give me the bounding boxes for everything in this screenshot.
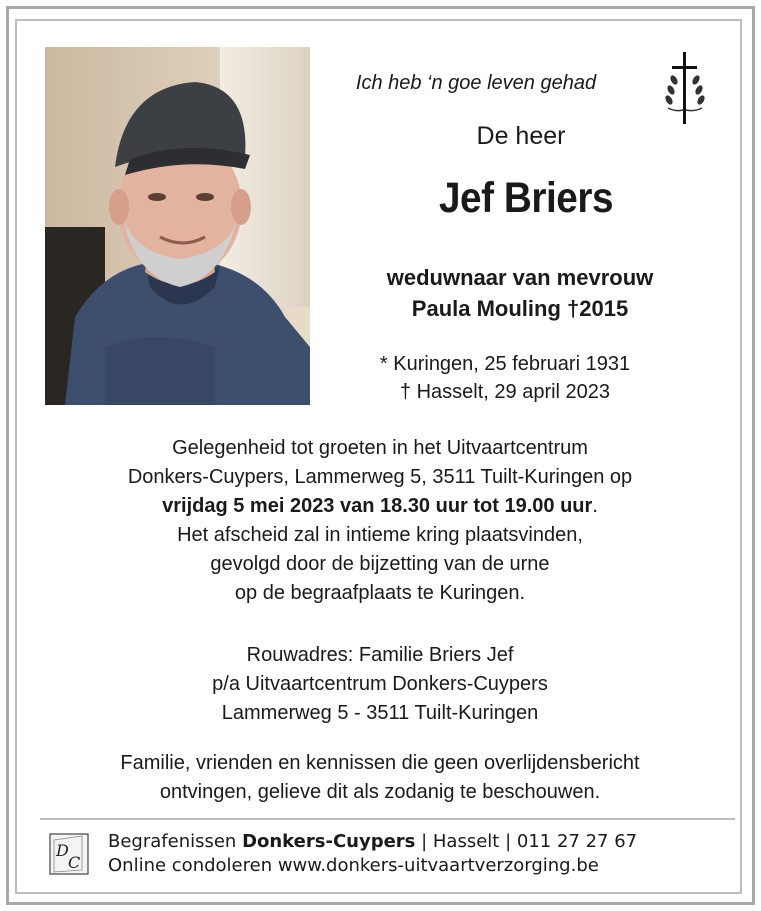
footer-company: Donkers-Cuypers (242, 831, 416, 852)
note-line-1: Familie, vrienden en kennissen die geen overlijdensbericht (120, 752, 640, 774)
visitation-line-3 (40, 492, 720, 521)
visitation-line-5: gevolgd door de bijzetting van de urne (210, 553, 550, 575)
svg-text:C: C (68, 853, 81, 872)
widow-line-2: Paula Mouling †2015 (411, 296, 629, 321)
birth-date: * Kuringen, 25 februari 1931 (379, 353, 631, 375)
life-dates (340, 350, 670, 406)
widow-line-1: weduwnaar van mevrouw (386, 265, 654, 290)
mourning-address (130, 641, 630, 728)
note-line-2: ontvingen, gelieve dit als zodanig te beschouwen. (159, 781, 601, 803)
motto: Ich heb ‘n goe leven gehad (355, 72, 597, 94)
address-line-2: p/a Uitvaartcentrum Donkers-Cuypers (212, 673, 548, 695)
funeral-home-logo (48, 830, 94, 878)
deceased-name: Jef Briers (438, 174, 614, 222)
visitation-text (40, 434, 720, 608)
cross-with-wheat-icon (660, 50, 710, 126)
visitation-line-2: Donkers-Cuypers, Lammerweg 5, 3511 Tuilt-Kuringen op (127, 466, 633, 488)
footer-line-2[interactable]: Online condoleren www.donkers-uitvaartverzorging.be (108, 855, 599, 876)
portrait-photo (45, 47, 310, 405)
widow-statement (320, 262, 720, 324)
visitation-datetime: vrijdag 5 mei 2023 van 18.30 uur tot 19.00 uur (162, 495, 593, 517)
address-line-3: Lammerweg 5 - 3511 Tuilt-Kuringen (221, 702, 539, 724)
visitation-period: . (592, 495, 598, 517)
death-date: † Hasselt, 29 april 2023 (399, 381, 611, 403)
honorific: De heer (476, 122, 566, 150)
visitation-line-6: op de begraafplaats te Kuringen. (234, 582, 526, 604)
footer-divider (40, 818, 735, 820)
footer-suffix: | Hasselt | 011 27 27 67 (415, 831, 638, 852)
footer-prefix: Begrafenissen (108, 831, 243, 852)
svg-text:D: D (56, 841, 69, 860)
visitation-line-4: Het afscheid zal in intieme kring plaatsvinden, (177, 524, 583, 546)
footer-line-1 (108, 830, 708, 854)
address-line-1: Rouwadres: Familie Briers Jef (246, 644, 514, 666)
visitation-line-1: Gelegenheid tot groeten in het Uitvaartcentrum (172, 437, 588, 459)
footer-contact (108, 830, 708, 878)
notice-note (40, 749, 720, 807)
